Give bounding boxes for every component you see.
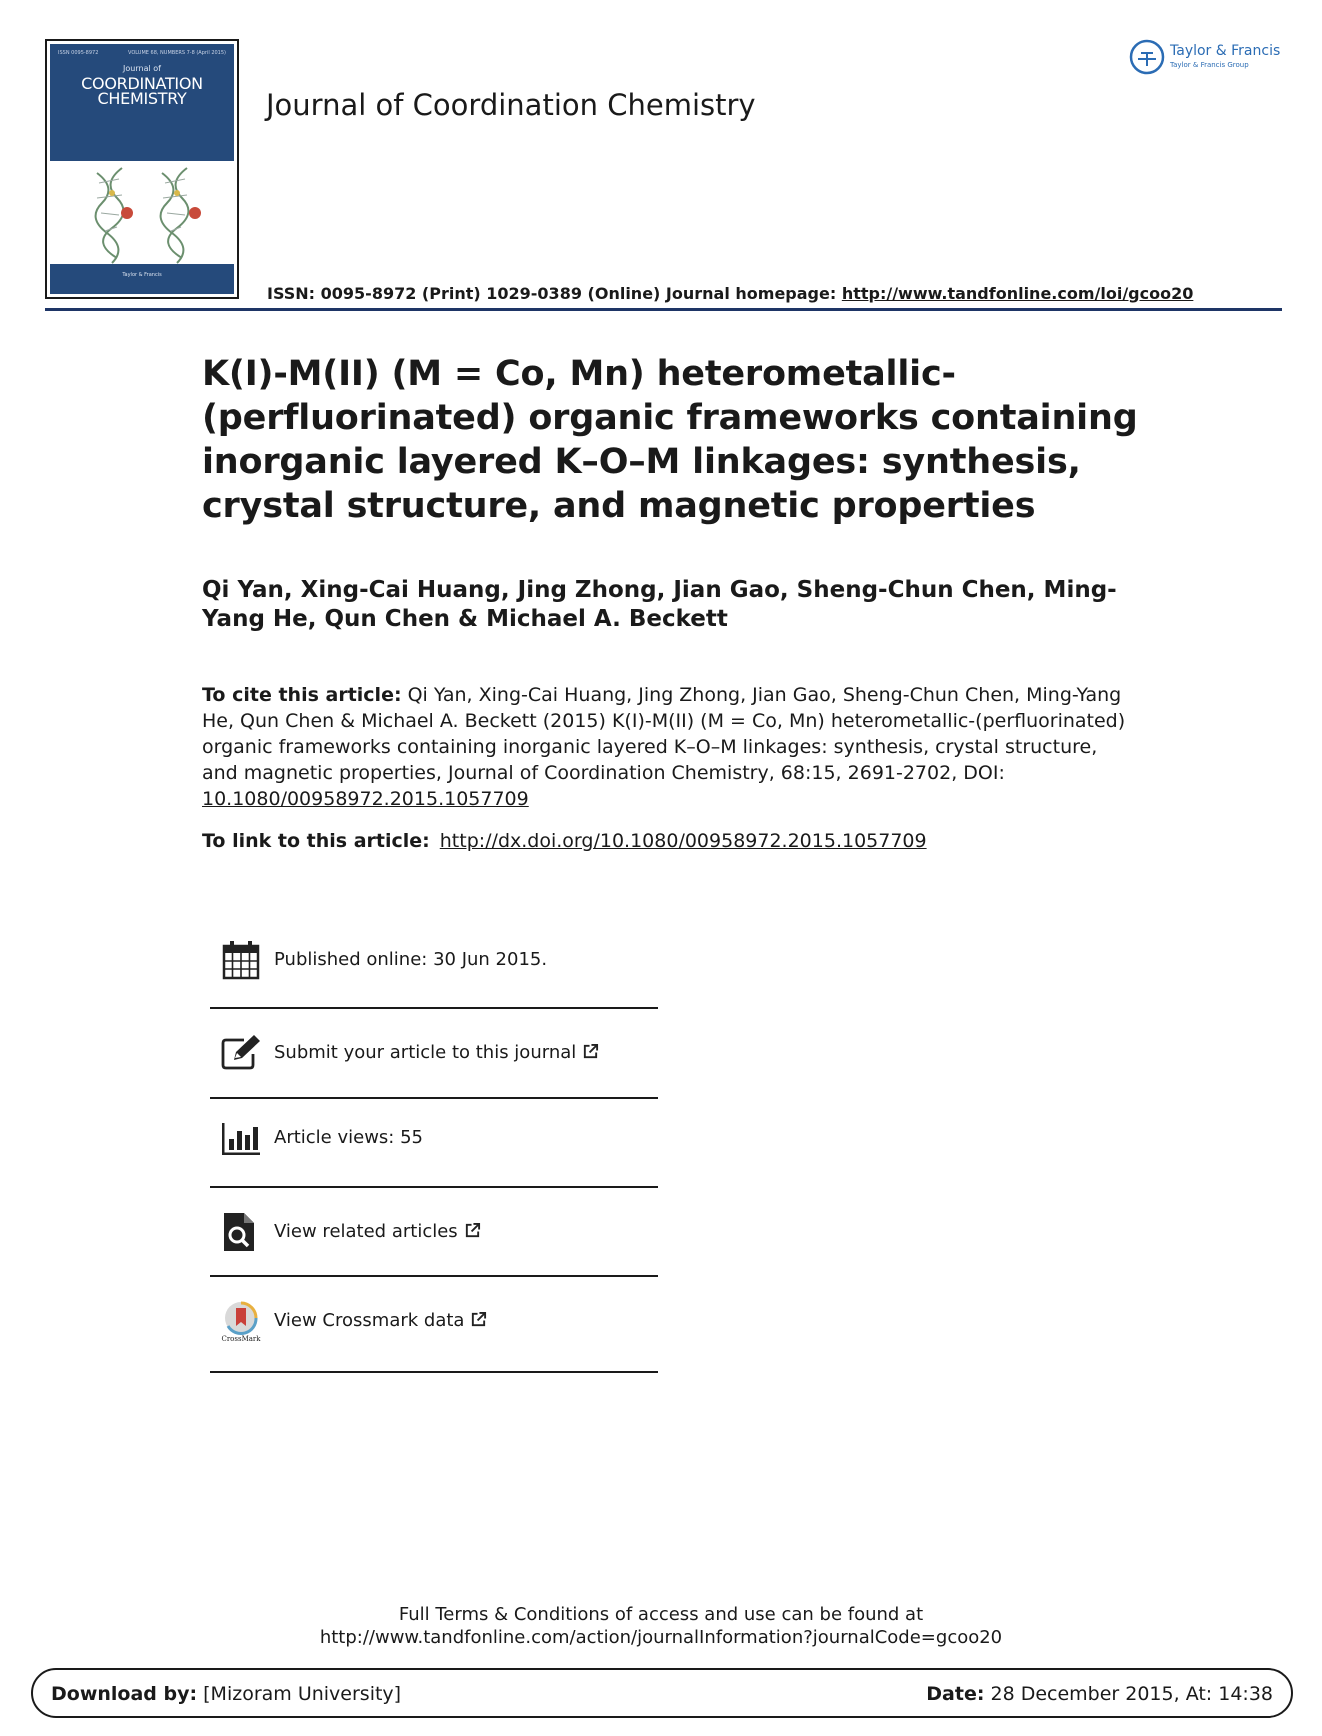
- external-link-icon: [582, 1043, 599, 1060]
- publisher-group: Taylor & Francis Group: [1170, 61, 1249, 69]
- edit-icon: [220, 1032, 262, 1074]
- terms-url[interactable]: http://www.tandfonline.com/action/journalInformation?journalCode=gcoo20: [319, 1627, 1003, 1648]
- article-views-label: Article views: 55: [274, 1127, 423, 1148]
- crossmark-logo-text: CrossMark: [221, 1335, 261, 1342]
- info-divider: [210, 1007, 658, 1009]
- published-online-item: [210, 931, 658, 991]
- article-authors: Qi Yan, Xing-Cai Huang, Jing Zhong, Jian Gao, Sheng-Chun Chen, Ming-Yang He, Qun Chen & Michael A. Beckett: [202, 577, 1117, 632]
- info-divider: [210, 1275, 658, 1277]
- related-articles-item[interactable]: [210, 1203, 658, 1263]
- crossmark-item[interactable]: [210, 1292, 658, 1352]
- document-search-icon: [220, 1211, 262, 1253]
- header-divider: [45, 308, 1282, 311]
- issn-text: ISSN: 0095-8972 (Print) 1029-0389 (Online) Journal homepage:: [267, 284, 842, 303]
- terms-notice: [0, 1603, 1322, 1649]
- download-by: Download by: [Mizoram University]: [51, 1683, 402, 1705]
- article-views-item: [210, 1109, 658, 1169]
- article-title: K(I)-M(II) (M = Co, Mn) heterometallic-(perfluorinated) organic frameworks containing inorganic layered K–O–M linkages: synthesis, crystal structure, and magnetic properties: [202, 354, 1138, 526]
- article-link-line: [202, 830, 927, 852]
- cover-journal-of: Journal of: [123, 64, 161, 73]
- terms-line-1: Full Terms & Conditions of access and use can be found at: [398, 1604, 924, 1625]
- cite-label: To cite this article:: [202, 684, 402, 706]
- download-info-bar: [31, 1668, 1293, 1718]
- calendar-icon: [220, 939, 262, 981]
- external-link-icon: [470, 1311, 487, 1328]
- submit-article-item[interactable]: [210, 1024, 658, 1084]
- submit-article-label: Submit your article to this journal: [274, 1042, 577, 1063]
- bar-chart-icon: [220, 1117, 262, 1159]
- journal-title: Journal of Coordination Chemistry: [266, 88, 756, 122]
- cover-issn: ISSN 0095-8972: [58, 50, 99, 56]
- cite-doi-link[interactable]: 10.1080/00958972.2015.1057709: [202, 788, 529, 810]
- crossmark-icon: [220, 1300, 262, 1342]
- info-divider: [210, 1097, 658, 1099]
- cover-publisher-band: Taylor & Francis: [50, 264, 234, 294]
- publisher-name: Taylor & Francis: [1170, 43, 1281, 59]
- crossmark-label: View Crossmark data: [274, 1310, 465, 1331]
- cover-molecule-illustration: [77, 153, 227, 273]
- link-label: To link to this article:: [202, 830, 430, 852]
- external-link-icon: [464, 1222, 481, 1239]
- info-divider: [210, 1186, 658, 1188]
- info-divider: [210, 1371, 658, 1373]
- journal-cover-image: [45, 39, 239, 299]
- cover-volume: VOLUME 68, NUMBERS 7-8 (April 2015): [127, 50, 226, 56]
- issn-line: [267, 284, 1193, 303]
- article-doi-link[interactable]: http://dx.doi.org/10.1080/00958972.2015.1057709: [439, 830, 927, 852]
- published-online-label: Published online: 30 Jun 2015.: [274, 949, 548, 970]
- related-articles-label: View related articles: [274, 1221, 458, 1242]
- cover-title-band: [50, 44, 234, 161]
- journal-homepage-link[interactable]: http://www.tandfonline.com/loi/gcoo20: [841, 284, 1194, 303]
- cover-title: COORDINATION CHEMISTRY: [81, 74, 203, 108]
- cite-text: Qi Yan, Xing-Cai Huang, Jing Zhong, Jian Gao, Sheng-Chun Chen, Ming-Yang He, Qun Chen & Michael A. Beckett (2015) K(I)-M(II) (M = Co, Mn) heterometallic-(perfluorinated) organic frameworks containing inorganic layered K–O–M linkages: synthesis, crystal structure, and magnetic properties, Journal of Coordination Chemistry, 68:15, 2691-2702, DOI:: [202, 684, 1126, 784]
- download-date: Date: 28 December 2015, At: 14:38: [926, 1683, 1273, 1705]
- citation-block: [202, 682, 1137, 812]
